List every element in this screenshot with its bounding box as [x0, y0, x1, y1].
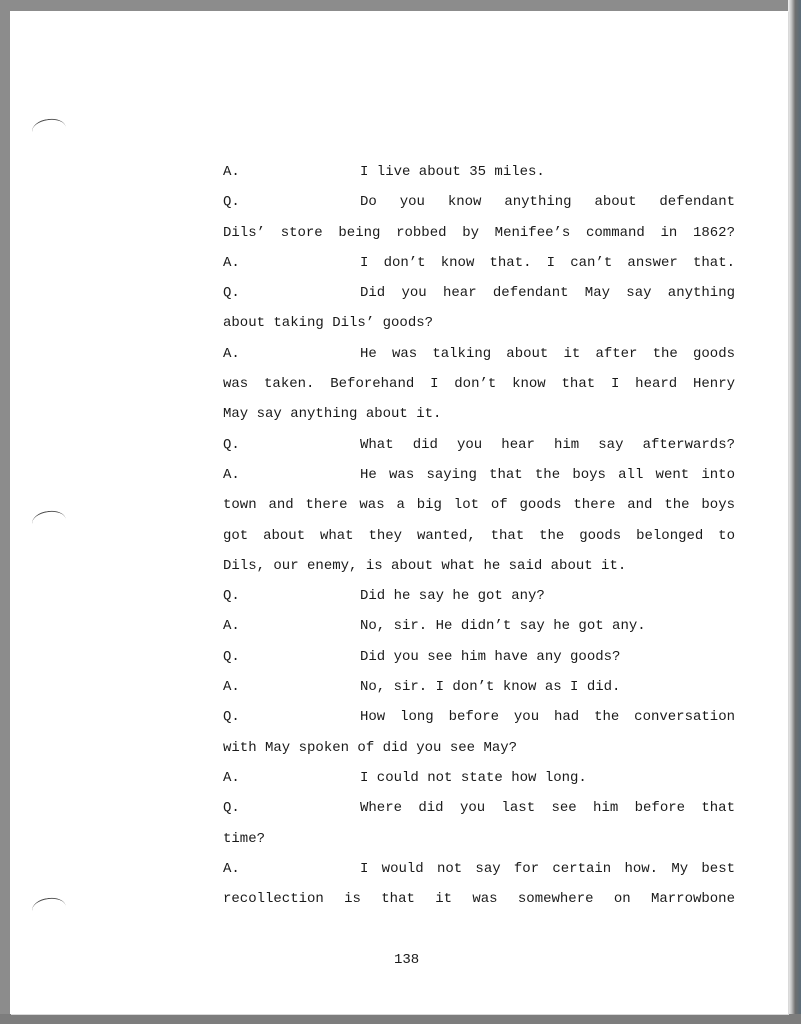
speaker-label: Q. [223, 194, 240, 211]
line-text: I would not say for certain how. My best [360, 860, 735, 877]
line-text: Did you see him have any goods? [360, 648, 621, 665]
line-text: Where did you last see him before that [360, 800, 735, 817]
transcript-line [223, 796, 735, 826]
line-text: Dils’ store being robbed by Menifee’s command in 1862? [223, 224, 735, 241]
punch-hole-mark [31, 117, 68, 143]
line-text: got about what they wanted, that the goods belonged to [223, 527, 735, 544]
transcript-line [223, 281, 735, 311]
speaker-label: A. [223, 860, 240, 877]
transcript-line [223, 584, 735, 614]
transcript-line [223, 463, 735, 493]
transcript-line [223, 645, 735, 675]
transcript-line [223, 190, 735, 220]
line-text: Did you hear defendant May say anything [360, 285, 735, 302]
transcript-line [223, 160, 735, 190]
speaker-label: Q. [223, 588, 240, 605]
transcript-line [223, 614, 735, 644]
transcript-line [223, 251, 735, 281]
transcript-line [223, 524, 735, 554]
line-text: No, sir. I don’t know as I did. [360, 679, 621, 696]
line-text: with May spoken of did you see May? [223, 739, 518, 756]
line-text: Dils, our enemy, is about what he said about it. [223, 557, 627, 574]
transcript-line [223, 705, 735, 735]
transcript-line [223, 372, 735, 402]
speaker-label: A. [223, 345, 240, 362]
transcript-line [223, 766, 735, 796]
transcript-line [223, 311, 735, 341]
line-text: recollection is that it was somewhere on Marrowbone [223, 891, 735, 908]
line-text: time? [223, 830, 266, 847]
transcript-line [223, 827, 735, 857]
transcript-line [223, 342, 735, 372]
transcript-line [223, 554, 735, 584]
line-text: was taken. Beforehand I don’t know that I heard Henry [223, 376, 735, 393]
line-text: I live about 35 miles. [360, 164, 545, 180]
speaker-label: A. [223, 618, 240, 635]
speaker-label: A. [223, 466, 240, 483]
speaker-label: A. [223, 254, 240, 271]
punch-hole-mark [31, 896, 68, 922]
scanner-edge [788, 0, 801, 1024]
speaker-label: A. [223, 769, 240, 786]
speaker-label: Q. [223, 800, 240, 817]
line-text: He was talking about it after the goods [360, 345, 735, 362]
page-number: 138 [394, 952, 420, 968]
line-text: He was saying that the boys all went into [360, 466, 735, 483]
line-text: about taking Dils’ goods? [223, 315, 434, 332]
line-text: I could not state how long. [360, 769, 587, 786]
line-text: Do you know anything about defendant [360, 194, 735, 211]
transcript-line [223, 402, 735, 432]
transcript-line [223, 736, 735, 766]
speaker-label: A. [223, 164, 240, 180]
line-text: No, sir. He didn’t say he got any. [360, 618, 646, 635]
transcript-line [223, 857, 735, 887]
speaker-label: Q. [223, 285, 240, 302]
transcript-line [223, 221, 735, 251]
line-text: I don’t know that. I can’t answer that. [360, 254, 735, 271]
punch-hole-mark [31, 509, 68, 535]
speaker-label: Q. [223, 709, 240, 726]
transcript-line [223, 675, 735, 705]
transcript-line [223, 887, 735, 917]
scanner-bottom-edge [0, 1014, 801, 1024]
line-text: What did you hear him say afterwards? [360, 436, 735, 453]
transcript-line [223, 433, 735, 463]
line-text: How long before you had the conversation [360, 709, 735, 726]
speaker-label: Q. [223, 436, 240, 453]
transcript-body [223, 160, 735, 917]
speaker-label: Q. [223, 648, 240, 665]
speaker-label: A. [223, 679, 240, 696]
line-text: town and there was a big lot of goods there and the boys [223, 497, 735, 514]
transcript-line [223, 493, 735, 523]
line-text: Did he say he got any? [360, 588, 545, 605]
line-text: May say anything about it. [223, 406, 442, 423]
